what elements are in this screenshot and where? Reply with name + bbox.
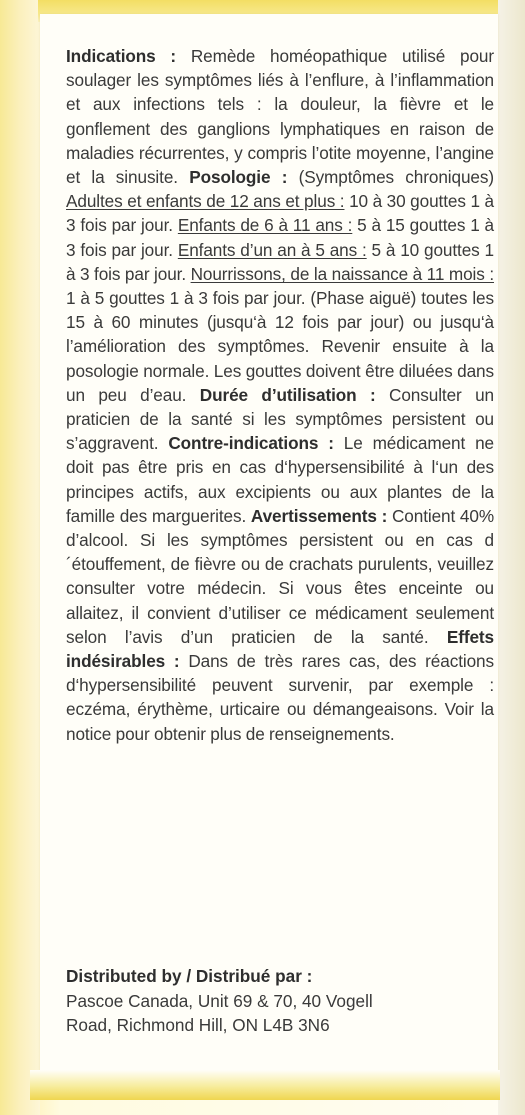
adults-label: Adultes et enfants de 12 ans et plus : [66,191,345,212]
children-6-11-label: Enfants de 6 à 11 ans : [177,215,353,236]
package-left-edge [0,0,40,1115]
avertissements-text: Contient 40% d’alcool. Si les symptômes persistent ou en cas d´étouffement, de fièvre ou de crachats purulents, veuillez consulter votre médecin. Si vous êtes enceinte ou allaitez, il convient d’utiliser ce médicament seulement selon l’avis d’un praticien de la santé. [66,505,495,647]
posologie-label: Posologie : [189,167,288,188]
effets-text: Dans de très rares cas, des réactions d‘hypersensibilité peuvent survenir, par exemple : eczéma, érythème, urticaire ou démangeaisons. Voir la notice pour obtenir plus de renseignements. [66,651,494,744]
contre-indications-label: Contre-indications : [168,433,334,454]
indications-text: Remède homéopathique utilisé pour soulager les symptômes liés à l’enflure, à l’inflammation et aux infections tels : la douleur, la fièvre et le gonflement des ganglions lymphatiques en raison de maladies récurrentes, y compris l’otite moyenne, l’angine et la sinusite. [66,46,495,188]
package-right-edge [498,0,525,1115]
duree-label: Durée d’utilisation : [199,384,376,405]
package-bottom-edge [30,1070,500,1100]
infants-label: Nourrissons, de la naissance à 11 mois : [190,263,494,284]
distributor-label-text: Distributed by / Distribué par : [66,966,313,986]
distributor-address-line1: Pascoe Canada, Unit 69 & 70, 40 Vogell [66,990,373,1011]
children-1-5-label: Enfants d’un an à 5 ans : [177,239,367,260]
duree-text: Consulter un praticien de la santé si les symptômes persistent ou s’aggravent. [66,384,495,454]
effets-label: Effets indésirables : [66,626,494,672]
indications-label: Indications : [66,46,177,66]
distributor-label [66,964,486,989]
children-1-5-text: 5 à 10 gouttes 1 à 3 fois par jour. [66,239,495,284]
infants-text: 1 à 5 gouttes 1 à 3 fois par jour. (Phase aiguë) toutes les 15 à 60 minutes (jusqu‘à 12 fois par jour) ou jusqu‘à l’amélioration des symptômes. Revenir ensuite à la posologie normale. Les gouttes doivent être diluées dans un peu d’eau. [66,288,494,405]
distributor-address-line2: Road, Richmond Hill, ON L4B 3N6 [66,1015,330,1035]
adults-text: 10 à 30 gouttes 1 à 3 fois par jour. [66,191,494,236]
contre-indications-text: Le médicament ne doit pas être pris en cas d‘hypersensibilité à l‘un des principes actifs, aux excipients ou aux plantes de la famille des marguerites. [66,433,494,526]
distributor-block [66,964,486,1038]
children-6-11-text: 5 à 15 gouttes 1 à 3 fois par jour. [66,215,495,260]
avertissements-label: Avertissements : [250,505,388,526]
posologie-intro: (Symptômes chroniques) [287,167,494,188]
leaflet-text [66,44,494,746]
